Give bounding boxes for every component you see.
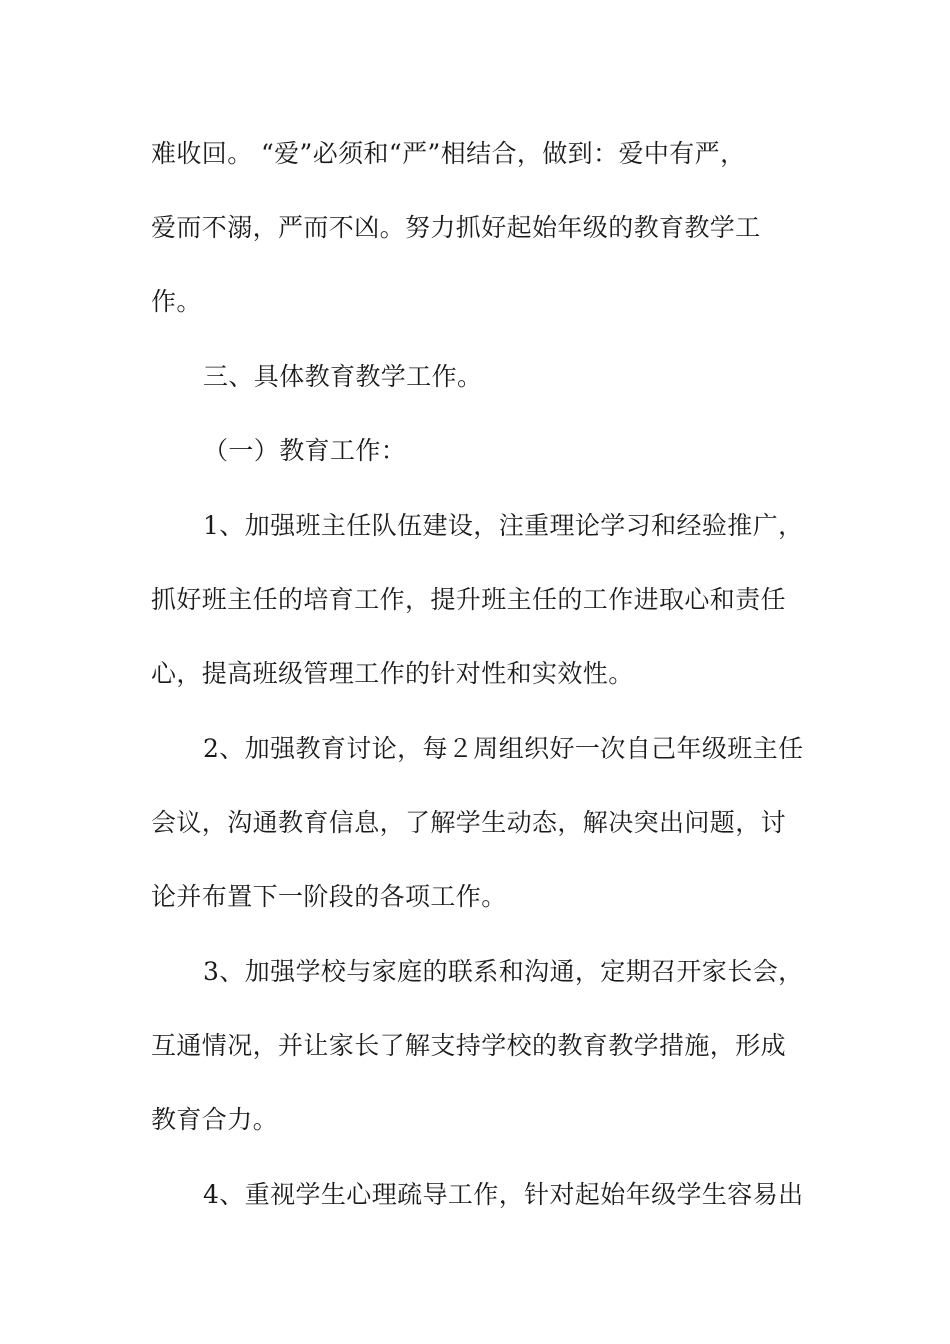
text-line: 会议，沟通教育信息，了解学生动态，解决突出问题，讨 [151, 808, 787, 837]
text-line: 互通情况，并让家长了解支持学校的教育教学措施，形成 [151, 1031, 787, 1060]
text-line: 难收回。 “爱”必须和“严”相结合，做到：爱中有严， [151, 139, 746, 168]
text-line: 1、加强班主任队伍建设，注重理论学习和经验推广， [203, 511, 804, 540]
text-line: 论并布置下一阶段的各项工作。 [151, 882, 507, 911]
text-line: 4、重视学生心理疏导工作，针对起始年级学生容易出 [203, 1180, 804, 1209]
section-heading: 三、具体教育教学工作。 [203, 362, 483, 391]
text-line: 教育合力。 [151, 1105, 279, 1134]
text-line: 2、加强教育讨论，每２周组织好一次自己年级班主任 [203, 734, 804, 763]
text-line: 爱而不溺，严而不凶。努力抓好起始年级的教育教学工 [151, 213, 761, 242]
text-line: 作。 [151, 287, 202, 316]
subsection-heading: （一）教育工作： [203, 436, 407, 465]
text-line: 抓好班主任的培育工作，提升班主任的工作进取心和责任 [151, 585, 787, 614]
text-line: 3、加强学校与家庭的联系和沟通，定期召开家长会， [203, 957, 804, 986]
text-line: 心，提高班级管理工作的针对性和实效性。 [151, 659, 634, 688]
